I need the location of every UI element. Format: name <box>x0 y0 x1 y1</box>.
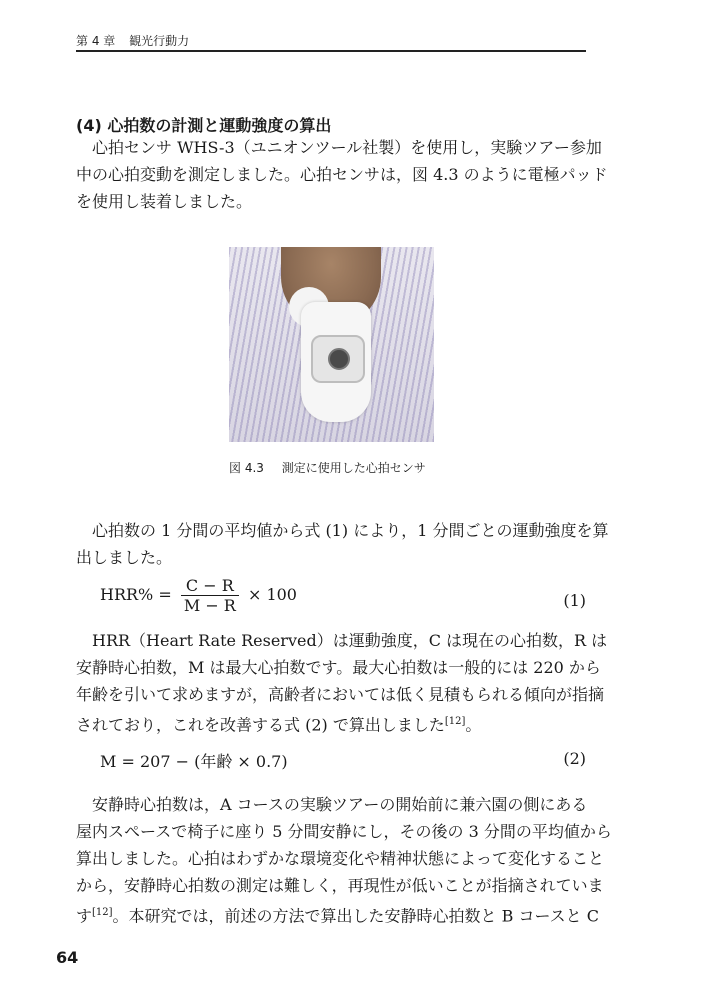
equation-2-number: (2) <box>563 749 586 768</box>
section-title: (4) 心拍数の計測と運動強度の算出 <box>76 116 332 135</box>
power-button-icon <box>328 348 350 370</box>
equation-lhs: HRR% = <box>100 585 172 604</box>
paragraph-4 <box>76 791 612 929</box>
text-segment: す <box>76 906 93 926</box>
text-segment: 。 <box>465 715 482 735</box>
fraction-denominator: M − R <box>183 596 236 615</box>
heart-rate-sensor-photo <box>229 247 434 442</box>
text-segment: されており，これを改善する式 (2) で算出しました <box>76 715 445 735</box>
text-line: 屋内スペースで椅子に座り 5 分間安静にし，その後の 3 分間の平均値から <box>76 822 612 841</box>
equation-1 <box>100 576 297 615</box>
header-rule <box>76 50 586 52</box>
text-line: 中の心拍変動を測定しました。心拍センサは，図 4.3 のように電極パッド <box>76 165 608 184</box>
text-line <box>76 899 600 929</box>
text-line: 出しました。 <box>76 548 173 567</box>
text-line: 安静時心拍数，M は最大心拍数です。最大心拍数は一般的には 220 から <box>76 658 601 677</box>
fraction-numerator: C − R <box>181 576 239 596</box>
text-line: を使用し装着しました。 <box>76 192 253 211</box>
text-segment: 。本研究では，前述の方法で算出した安静時心拍数と B コースと C <box>112 906 600 926</box>
citation-ref: [12] <box>444 716 466 727</box>
paragraph-1 <box>76 134 608 215</box>
paragraph-2 <box>76 517 609 571</box>
chapter-title: 観光行動力 <box>129 34 190 48</box>
figure-caption <box>229 459 426 476</box>
sensor-device <box>311 335 365 383</box>
text-line: HRR（Heart Rate Reserved）は運動強度，C は現在の心拍数，R は <box>76 631 608 650</box>
paragraph-3 <box>76 627 608 738</box>
equation-1-number: (1) <box>563 591 586 610</box>
running-header <box>76 32 189 49</box>
chapter-label: 第 4 章 <box>76 34 116 48</box>
figure-number: 図 4.3 <box>229 461 264 475</box>
citation-ref: [12] <box>92 907 113 918</box>
equation-rhs: × 100 <box>247 585 297 604</box>
equation-2: M = 207 − (年齢 × 0.7) <box>100 752 288 771</box>
text-line: 安静時心拍数は，A コースの実験ツアーの開始前に兼六園の側にある <box>76 795 588 814</box>
figure-caption-text: 測定に使用した心拍センサ <box>281 461 426 475</box>
text-line <box>76 708 586 738</box>
page-number: 64 <box>56 948 79 967</box>
text-line: 算出しました。心拍はわずかな環境変化や精神状態によって変化すること <box>76 849 605 868</box>
text-line: 年齢を引いて求めますが，高齢者においては低く見積もられる傾向が指摘 <box>76 685 605 704</box>
text-line: 心拍数の 1 分間の平均値から式 (1) により，1 分間ごとの運動強度を算 <box>76 521 609 540</box>
text-line: 心拍センサ WHS-3（ユニオンツール社製）を使用し，実験ツアー参加 <box>76 138 602 157</box>
equation-fraction <box>181 576 239 615</box>
text-line: から，安静時心拍数の測定は難しく，再現性が低いことが指摘されていま <box>76 876 604 895</box>
